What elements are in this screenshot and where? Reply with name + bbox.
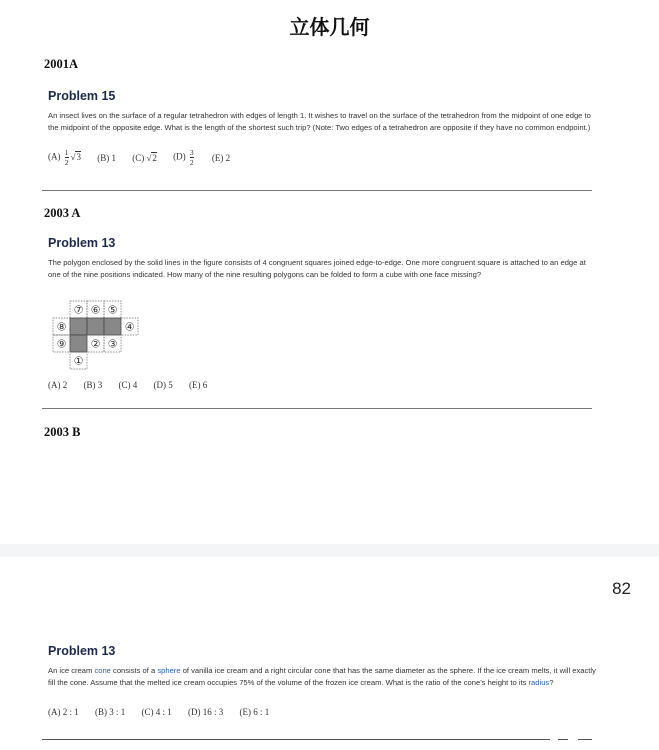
section-heading-2003a: 2003 A [44,206,81,220]
answer-choices [48,148,244,167]
divider-segment [578,739,592,740]
problem-label: Problem 15 [48,89,116,103]
link-radius[interactable]: radius [528,677,550,687]
position-label-4: ④ [124,320,135,334]
choice-a: (A) 2 : 1 [48,706,79,717]
page-number: 82 [612,579,631,598]
choice-c: (C) 4 [118,379,138,390]
choice-e: (E) 6 [189,379,208,390]
choice-d: (D) $\frac{3}{2}$ [173,148,194,167]
problem-label: Problem 13 [48,644,116,658]
choice-c: (C) 4 : 1 [141,706,172,717]
problem-text: An ice cream cone consists of a sphere of vanilla ice cream and a right circular cone that has the same diameter as the sphere. If the ice cream melts, it will exactly fill the cone. Assume that the melted ice cream occupies 75% of the volume of the frozen ice cream. What is the ratio of the cone's height to its radius? [48,666,596,687]
fraction: $\frac{1}{2}$ [64,148,69,167]
choice-d: (D) 5 [153,379,173,390]
position-label-7: ⑦ [73,303,84,317]
link-cone[interactable]: cone [94,666,111,675]
divider-segment [558,739,568,740]
position-label-2: ② [90,337,101,351]
answer-choices [48,706,283,717]
document-title: 立体几何 [289,15,370,39]
problem-text: The polygon enclosed by the solid lines in the figure consists of 4 congruent squares joined edge-to-edge. One more congruent square is attached to an edge at one of the nine positions indicated. How many of the nine resulting polygons can be folded to form a cube with one face missing? [48,258,586,279]
sqrt-symbol: √2 [146,152,157,163]
choice-a: (A) $\frac{1}{2}$ √3 [48,148,81,167]
choice-b: (B) 1 [97,152,116,163]
divider [42,190,592,191]
position-label-6: ⑥ [90,303,101,317]
section-heading-2003b: 2003 B [44,425,81,439]
position-label-5: ⑤ [107,303,118,317]
choice-b: (B) 3 : 1 [95,706,126,717]
position-label-9: ⑨ [56,337,67,351]
choice-a: (A) 2 [48,379,68,390]
position-label-8: ⑧ [56,320,67,334]
position-label-3: ③ [107,337,118,351]
problem-text: An insect lives on the surface of a regular tetrahedron with edges of length 1. It wishes to travel on the surface of the tetrahedron from the midpoint of one edge to the midpoint of the opposite edge. What is the length of the shortest such trip? (Note: Two edges of a tetrahedron are opposite if they have no common endpoint.) [48,111,591,132]
position-label-1: ① [73,354,84,368]
divider [42,408,592,409]
section-heading-2001a: 2001A [44,57,79,71]
choice-b: (B) 3 [83,379,103,390]
folding-figure [50,300,142,372]
choice-e: (E) 2 [211,152,231,163]
page-2 [0,557,659,750]
fraction: $\frac{3}{2}$ [189,148,194,167]
choice-e: (E) 6 : 1 [239,706,270,717]
choice-d: (D) 16 : 3 [188,706,224,717]
choice-c: (C) √2 [132,152,157,163]
divider [42,739,550,740]
problem-label: Problem 13 [48,236,116,250]
answer-choices [48,379,221,390]
sqrt-symbol: √3 [70,151,81,162]
link-sphere[interactable]: sphere [157,666,181,675]
